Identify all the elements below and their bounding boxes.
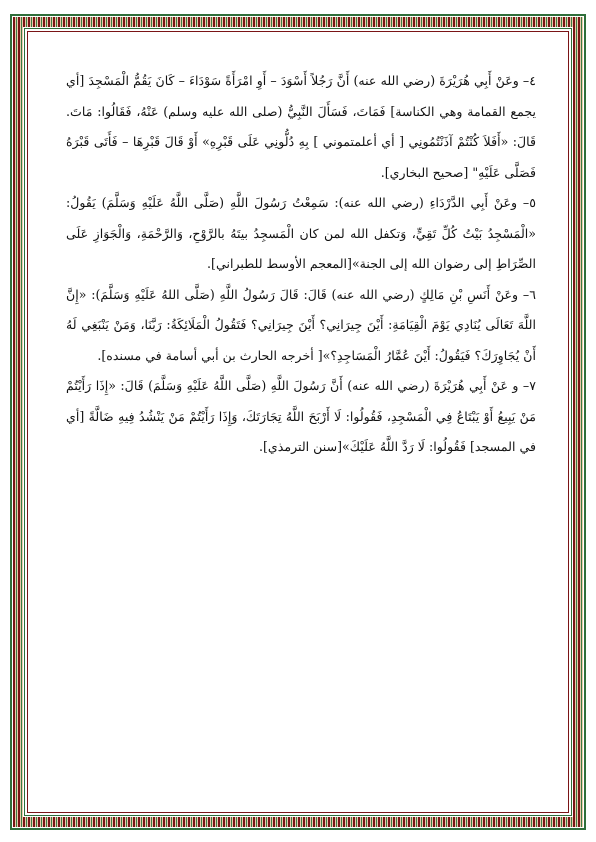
hadith-7-text: ٧– و عَنْ أَبِي هُرَيْرَةَ (رضي الله عنه) أَنَّ رَسُولَ اللَّهِ (صَلَّى اللَّهُ عَلَيْهِ وَسَلَّمَ) قَالَ: «إِذَا رَأَيْتُمْ مَنْ يَبِيعُ أَوْ يَبْتَاعُ فِي الْمَسْجِدِ، فَقُولُوا: لَا أَرْبَحَ اللَّهُ تِجَارَتَكَ، وَإِذَا رَأَيْتُمْ مَنْ يَنْشُدُ فِيهِ ضَالَّةً [أي في المسجد] فَقُولُوا: لَا رَدَّ اللَّهُ عَلَيْكَ»[سنن الترمذي]. [66, 378, 536, 454]
hadith-7 [66, 371, 536, 463]
hadith-5-text: ٥– وعَنْ أَبِي الدَّرْدَاءِ (رضي الله عنه): سَمِعْتُ رَسُولَ اللَّهِ (صَلَّى اللَّهُ عَلَيْهِ وَسَلَّمَ) يَقُولُ: «الْمَسْجِدُ بَيْتُ كُلِّ تَقِيٍّ، وَتكفل الله لمن كان الْمَسجِدُ بيتَهُ بالرَّوْحِ، وَالرَّحْمَةِ، وَالْجَوَازِ عَلَى الصِّرَاطِ إلى رضوان الله إلى الجنة»[المعجم الأوسط للطبراني]. [66, 195, 536, 271]
hadith-4 [66, 66, 536, 188]
hadith-6 [66, 280, 536, 372]
hadith-5 [66, 188, 536, 280]
hadith-4-text: ٤– وعَنْ أَبِي هُرَيْرَةَ (رضي الله عنه) أَنَّ رَجُلاً أَسْوَدَ – أَوِ امْرَأَةً سَوْدَاءَ – كَانَ يَقُمُّ الْمَسْجِدَ [أي يجمع القمامة وهي الكناسة] فَمَاتَ، فَسَأَلَ النَّبِيُّ (صلى الله عليه وسلم) عَنْهُ، فَقَالُوا: مَاتَ. قَالَ: «أَفَلاَ كُنْتُمْ آذَنْتُمُونِي [ أي أعلمتموني ] بِهِ دُلُّونِي عَلَى قَبْرِهِ» أَوْ قَالَ قَبْرِهَا – فَأَتَى قَبْرَهُ فَصَلَّى عَلَيْهِ" [صحيح البخاري]. [66, 73, 536, 180]
document-body [66, 66, 536, 463]
hadith-6-text: ٦– وعَنْ أَنَسِ بْنِ مَالِكٍ (رضي الله عنه) قَالَ: قَالَ رَسُولُ اللَّهِ (صَلَّى اللهُ عَلَيْهِ وَسَلَّمَ): «إِنَّ اللَّهَ تَعَالَى يُنَادِي يَوْمَ الْقِيَامَةِ: أَيْنَ جِيرَانِي؟ أَيْنَ جِيرَانِي؟ فَتَقُولُ الْمَلَائِكَةُ: رَبَّنَا، وَمَنْ يَنْبَغِي لَهُ أَنْ يُجَاوِرَكَ؟ فَيَقُولُ: أَيْنَ عُمَّارُ الْمَسَاجِدِ؟»[ أخرجه الحارث بن أبي أسامة في مسنده]. [66, 286, 536, 363]
